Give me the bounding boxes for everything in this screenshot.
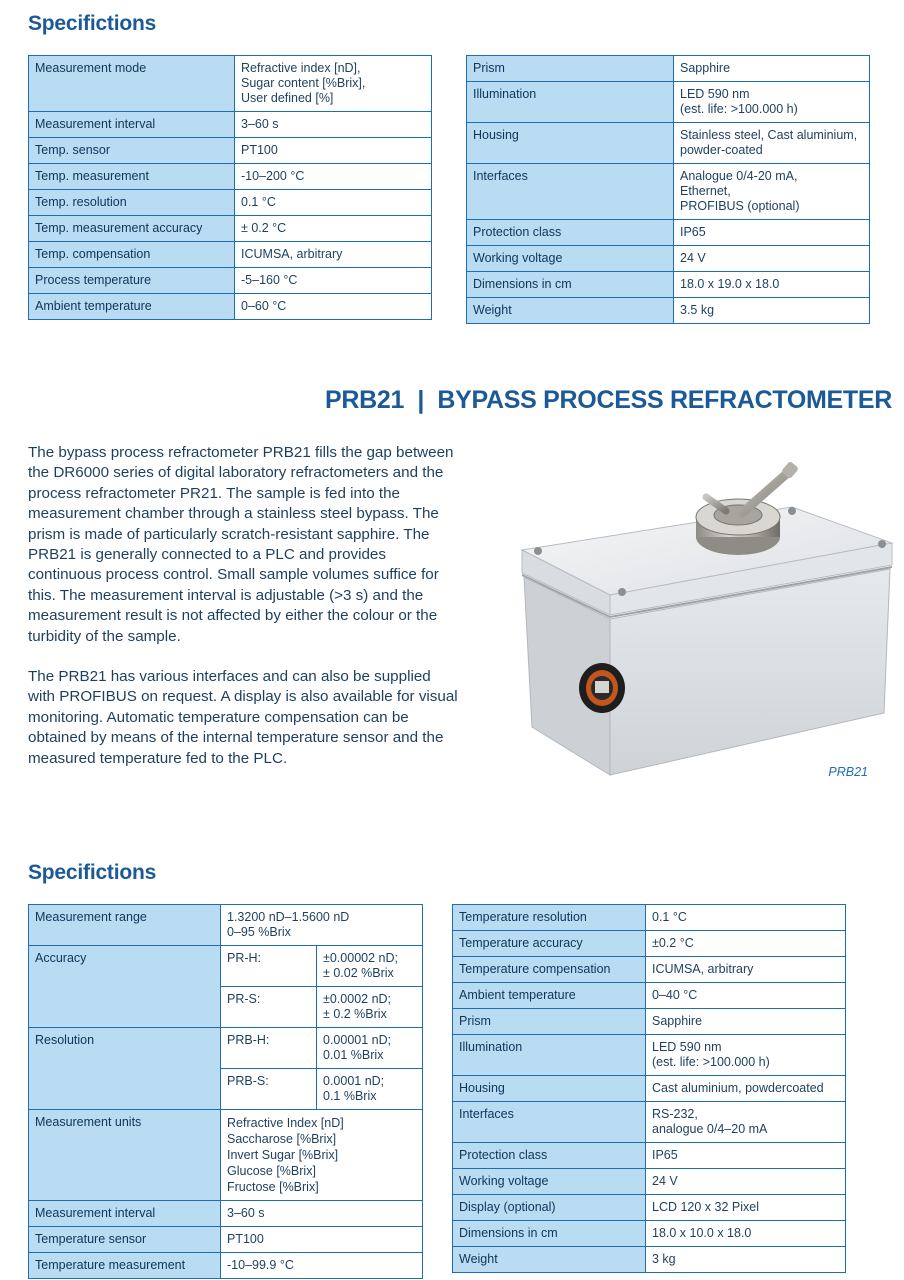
description-paragraph: The bypass process refractometer PRB21 fills the gap between the DR6000 series of digital laboratory refractometers and the process refractometer PR21. The sample is fed into the measurement chamber through a stainless steel bypass. The prism is made of particularly scratch-resistant sapphire. The PRB21 is generally connected to a PLC and provides continuous process control. Small sample volumes suffice for this. The measurement interval is adjustable (>3 s) and the measurement result is not affected by either the colour or the turbidity of the sample.	[28, 444, 454, 645]
spec-value: -10–200 °C	[235, 164, 432, 190]
table-row	[453, 1169, 846, 1195]
spec-value: RS-232, analogue 0/4–20 mA	[646, 1102, 846, 1143]
table-row	[29, 56, 432, 112]
spec-label: Housing	[467, 123, 674, 164]
spec-value: Refractive Index [nD] Saccharose [%Brix] Invert Sugar [%Brix] Glucose [%Brix] Fructose [%Brix]	[221, 1110, 423, 1201]
spec-value: Analogue 0/4-20 mA, Ethernet, PROFIBUS (optional)	[674, 164, 870, 220]
spec-value: 0.1 °C	[646, 905, 846, 931]
table-row	[29, 138, 432, 164]
spec-sublabel: PR-S:	[221, 987, 317, 1028]
spec-label: Dimensions in cm	[467, 272, 674, 298]
spec-label: Measurement units	[29, 1110, 221, 1201]
table-row	[467, 272, 870, 298]
spec-label: Measurement interval	[29, 112, 235, 138]
spec-label: Dimensions in cm	[453, 1221, 646, 1247]
spec-value: ICUMSA, arbitrary	[235, 242, 432, 268]
product-photo	[510, 455, 900, 785]
spec-value: IP65	[646, 1143, 846, 1169]
spec-label: Temperature measurement	[29, 1253, 221, 1279]
table-row	[29, 112, 432, 138]
spec-value: LED 590 nm (est. life: >100.000 h)	[674, 82, 870, 123]
table-row	[29, 946, 423, 987]
spec-value: Sapphire	[674, 56, 870, 82]
spec-value: -5–160 °C	[235, 268, 432, 294]
spec-label: Accuracy	[29, 946, 221, 1028]
spec-label: Illumination	[467, 82, 674, 123]
spec-value: 1.3200 nD–1.5600 nD 0–95 %Brix	[221, 905, 423, 946]
spec-table-general	[28, 55, 432, 320]
table-row	[29, 268, 432, 294]
spec-label: Weight	[453, 1247, 646, 1273]
spec-value: 18.0 x 10.0 x 18.0	[646, 1221, 846, 1247]
table-row	[453, 931, 846, 957]
table-row	[29, 1201, 423, 1227]
table-row	[29, 905, 423, 946]
spec-value: LCD 120 x 32 Pixel	[646, 1195, 846, 1221]
table-row	[453, 1009, 846, 1035]
table-row	[453, 1035, 846, 1076]
spec-value: PT100	[235, 138, 432, 164]
spec-value: 3–60 s	[235, 112, 432, 138]
spec-value: 3.5 kg	[674, 298, 870, 324]
spec-label: Temperature sensor	[29, 1227, 221, 1253]
spec-label: Measurement range	[29, 905, 221, 946]
spec-label: Temp. sensor	[29, 138, 235, 164]
spec-value: 18.0 x 19.0 x 18.0	[674, 272, 870, 298]
table-row	[29, 1028, 423, 1069]
spec-table-environment	[452, 904, 846, 1273]
spec-label: Temp. resolution	[29, 190, 235, 216]
spec-value: 3–60 s	[221, 1201, 423, 1227]
table-row	[453, 1195, 846, 1221]
product-heading: PRB21 | BYPASS PROCESS REFRACTOMETER	[325, 386, 892, 414]
spec-value: 0.1 °C	[235, 190, 432, 216]
table-row	[467, 298, 870, 324]
table-row	[29, 294, 432, 320]
spec-table-measurement	[28, 904, 423, 1279]
spec-value: 0.0001 nD; 0.1 %Brix	[317, 1069, 423, 1110]
spec-label: Protection class	[453, 1143, 646, 1169]
section-title-specifications-bottom: Specifictions	[28, 861, 157, 884]
spec-value: Cast aluminium, powdercoated	[646, 1076, 846, 1102]
spec-value: Sapphire	[646, 1009, 846, 1035]
table-row	[453, 983, 846, 1009]
spec-value: Refractive index [nD], Sugar content [%Brix], User defined [%]	[235, 56, 432, 112]
table-row	[453, 1247, 846, 1273]
spec-value: 24 V	[646, 1169, 846, 1195]
spec-sublabel: PRB-S:	[221, 1069, 317, 1110]
spec-label: Temperature accuracy	[453, 931, 646, 957]
spec-label: Measurement interval	[29, 1201, 221, 1227]
table-row	[29, 242, 432, 268]
section-title-specifications-top: Specifictions	[28, 12, 157, 35]
spec-label: Weight	[467, 298, 674, 324]
spec-label: Ambient temperature	[453, 983, 646, 1009]
table-row	[453, 1221, 846, 1247]
table-row	[467, 220, 870, 246]
spec-label: Display (optional)	[453, 1195, 646, 1221]
table-row	[453, 905, 846, 931]
spec-table-hardware	[466, 55, 870, 324]
description-paragraph: The PRB21 has various interfaces and can also be supplied with PROFIBUS on request. A display is also available for visual monitoring. Automatic temperature compensation can be obtained by means of the internal temperature sensor and the measured temperature fed to the PLC.	[28, 668, 458, 767]
table-row	[29, 164, 432, 190]
spec-value: 3 kg	[646, 1247, 846, 1273]
table-row	[453, 957, 846, 983]
spec-label: Temp. measurement accuracy	[29, 216, 235, 242]
table-row	[29, 1253, 423, 1279]
spec-value: ±0.00002 nD; ± 0.02 %Brix	[317, 946, 423, 987]
table-row	[467, 164, 870, 220]
table-row	[29, 1110, 423, 1201]
spec-label: Process temperature	[29, 268, 235, 294]
spec-value: -10–99.9 °C	[221, 1253, 423, 1279]
spec-label: Interfaces	[453, 1102, 646, 1143]
spec-sublabel: PRB-H:	[221, 1028, 317, 1069]
photo-caption: PRB21	[828, 765, 868, 779]
table-row	[29, 1227, 423, 1253]
table-row	[453, 1102, 846, 1143]
spec-value: ±0.2 °C	[646, 931, 846, 957]
spec-label: Temperature compensation	[453, 957, 646, 983]
spec-value: LED 590 nm (est. life: >100.000 h)	[646, 1035, 846, 1076]
spec-value: 0–60 °C	[235, 294, 432, 320]
spec-label: Temp. compensation	[29, 242, 235, 268]
spec-label: Illumination	[453, 1035, 646, 1076]
spec-label: Prism	[453, 1009, 646, 1035]
spec-label: Resolution	[29, 1028, 221, 1110]
spec-label: Protection class	[467, 220, 674, 246]
spec-label: Prism	[467, 56, 674, 82]
table-row	[467, 123, 870, 164]
table-row	[467, 82, 870, 123]
table-row	[467, 246, 870, 272]
spec-label: Working voltage	[467, 246, 674, 272]
spec-label: Interfaces	[467, 164, 674, 220]
spec-label: Ambient temperature	[29, 294, 235, 320]
spec-value: PT100	[221, 1227, 423, 1253]
table-row	[29, 190, 432, 216]
spec-value: 0–40 °C	[646, 983, 846, 1009]
table-row	[29, 216, 432, 242]
spec-value: 24 V	[674, 246, 870, 272]
spec-label: Measurement mode	[29, 56, 235, 112]
spec-value: ±0.0002 nD; ± 0.2 %Brix	[317, 987, 423, 1028]
table-row	[467, 56, 870, 82]
spec-value: IP65	[674, 220, 870, 246]
spec-value: ± 0.2 °C	[235, 216, 432, 242]
spec-value: 0.00001 nD; 0.01 %Brix	[317, 1028, 423, 1069]
spec-sublabel: PR-H:	[221, 946, 317, 987]
spec-label: Temp. measurement	[29, 164, 235, 190]
spec-label: Temperature resolution	[453, 905, 646, 931]
table-row	[453, 1076, 846, 1102]
spec-label: Working voltage	[453, 1169, 646, 1195]
spec-value: ICUMSA, arbitrary	[646, 957, 846, 983]
spec-label: Housing	[453, 1076, 646, 1102]
product-description	[28, 443, 460, 789]
table-row	[453, 1143, 846, 1169]
spec-value: Stainless steel, Cast aluminium, powder-coated	[674, 123, 870, 164]
